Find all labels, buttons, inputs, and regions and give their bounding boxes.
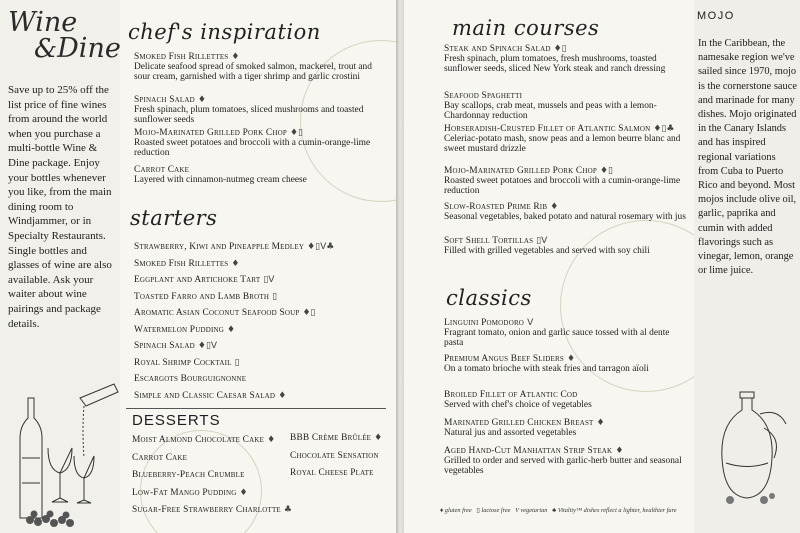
dietary-icons: ♦▯♣: [653, 124, 675, 134]
menu-item-description: Bay scallops, crab meat, mussels and peas with a lemon-Chardonnay reduction: [444, 101, 657, 122]
dietary-icons: ♦: [550, 202, 559, 212]
legend-vitality: Vitality™ dishes reflect a lighter, healthier fare: [557, 507, 677, 514]
menu-item-name: Broiled Fillet of Atlantic Cod: [444, 390, 578, 400]
menu-item-name: Blueberry-Peach Crumble: [132, 470, 245, 480]
menu-item: [290, 468, 396, 478]
menu-item-name: Moist Almond Chocolate Cake: [132, 435, 265, 445]
menu-item-name: Seafood Spaghetti: [444, 91, 523, 101]
menu-item-description: Filled with grilled vegetables and served with soy chili: [444, 246, 650, 257]
menu-item-name: Mojo-Marinated Grilled Pork Chop: [134, 128, 287, 138]
starters-heading: starters: [130, 206, 218, 230]
menu-item: [134, 52, 384, 83]
menu-item-description: Delicate seafood spread of smoked salmon, mackerel, trout and sour cream, garnished with a tiger shrimp and garlic crostini: [134, 62, 372, 83]
dietary-icons: ♦: [239, 487, 248, 498]
menu-item: [444, 236, 690, 256]
dietary-icons: ♦▯V: [197, 341, 218, 351]
menu-item: [444, 418, 690, 438]
menu-item-name: Mojo-Marinated Grilled Pork Chop: [444, 166, 597, 176]
menu-item: [444, 44, 690, 75]
menu-item: [444, 354, 690, 374]
mojo-text: In the Caribbean, the namesake region we've sailed since 1970, mojo is the cornerstone sauce and marinade for many dishes. Mojo originated in the Canary Islands and has inspired regional variations from Cuba to Puerto Rico and beyond. Most mojos include olive oil, garlic, paprika and cumin with added flavorings such as vinegar, lemon, orange or lime juice.: [698, 38, 797, 277]
menu-item-name: Sugar-Free Strawberry Charlotte: [132, 505, 281, 515]
dietary-icons: ♦: [615, 446, 624, 456]
menu-item: [132, 488, 292, 498]
chefs-inspiration-heading: chef's inspiration: [128, 20, 321, 44]
dietary-icons: ♦▯: [599, 166, 613, 176]
dietary-icons: ♦: [267, 435, 276, 445]
dietary-icons: ▯: [272, 291, 278, 302]
oil-bottle-illustration: [712, 388, 792, 508]
menu-item-description: Celeriac-potato mash, snow peas and a lemon beurre blanc and sweet mustard drizzle: [444, 134, 681, 155]
menu-item-name: Linguini Pomodoro: [444, 318, 525, 328]
dietary-icons: ♦▯: [289, 128, 303, 138]
mojo-heading: MOJO: [697, 10, 735, 22]
menu-item-description: Roasted sweet potatoes and broccoli with a cumin-orange-lime reduction: [444, 176, 681, 197]
dietary-icons: ♦: [566, 354, 576, 364]
menu-item-name: Steak and Spinach Salad: [444, 44, 551, 54]
menu-item: [444, 446, 690, 477]
menu-item-description: On a tomato brioche with steak fries and tarragon aïoli: [444, 364, 649, 375]
brand-line1: Wine: [8, 7, 78, 38]
menu-item-name: Simple and Classic Caesar Salad: [134, 390, 276, 401]
main-courses-heading: main courses: [452, 16, 600, 40]
menu-item: [132, 505, 292, 515]
classics-heading: classics: [446, 286, 532, 310]
menu-item-description: Fragrant tomato, onion and garlic sauce tossed with al dente pasta: [444, 328, 670, 349]
dietary-icons: V: [527, 318, 534, 328]
menu-item: [134, 165, 384, 185]
wine-dine-sidebar: [0, 0, 120, 533]
menu-item: [132, 453, 292, 463]
legend-lactose: lactose free: [481, 507, 511, 514]
menu-item-name: Soft Shell Tortillas: [444, 236, 534, 246]
menu-item: [444, 91, 690, 122]
menu-item-description: Served with chef's choice of vegetables: [444, 400, 592, 411]
menu-item-name: Chocolate Sensation: [290, 450, 379, 461]
menu-item-description: Natural jus and assorted vegetables: [444, 428, 577, 439]
dietary-icons: ♣: [283, 505, 292, 515]
lactose-free-icon: ▯: [476, 507, 482, 514]
menu-item: [132, 435, 292, 445]
vitality-icon: ♣: [552, 507, 558, 514]
menu-item: [134, 391, 384, 401]
dietary-icons: ♦: [596, 418, 605, 428]
dietary-icons: ♦: [278, 390, 287, 401]
menu-item-name: Eggplant and Artichoke Tart: [134, 275, 261, 285]
menu-item: [134, 275, 384, 285]
menu-item: [134, 325, 384, 335]
menu-item: [132, 470, 292, 480]
menu-item: [134, 358, 384, 368]
dietary-icons: ♦: [231, 52, 240, 62]
menu-item-name: Aged Hand-Cut Manhattan Strip Steak: [444, 446, 613, 456]
brand-amp: &: [34, 34, 58, 64]
dietary-icons: ♦: [374, 433, 383, 443]
menu-item-name: Escargots Bourguignonne: [134, 374, 247, 384]
dietary-icons: ♦: [197, 95, 206, 105]
menu-item-name: Smoked Fish Rillettes: [134, 258, 229, 269]
wine-dine-logo: [8, 7, 121, 64]
menu-item-description: Fresh spinach, plum tomatoes, sliced mushrooms and toasted sunflower seeds: [134, 105, 364, 126]
menu-item-name: Smoked Fish Rillettes: [134, 52, 229, 62]
wine-bottle-illustration: [10, 378, 122, 528]
legend-veg: vegetarian: [520, 507, 548, 514]
dietary-icons: ▯: [234, 357, 240, 368]
menu-item-name: Spinach Salad: [134, 95, 195, 105]
menu-item-name: Watermelon Pudding: [134, 324, 224, 335]
dietary-icons: ♦▯V♣: [307, 242, 335, 252]
menu-item: [134, 95, 384, 126]
menu-item-name: BBB Crème Brûlée: [290, 433, 372, 443]
menu-item-description: Fresh spinach, plum tomatoes, fresh mushrooms, toasted sunflower seeds, sliced New York steak and ranch dressing: [444, 54, 666, 75]
menu-item-name: Marinated Grilled Chicken Breast: [444, 418, 594, 428]
menu-item-description: Roasted sweet potatoes and broccoli with a cumin-orange-lime reduction: [134, 138, 371, 159]
section-divider: [126, 408, 386, 409]
vegetarian-icon: V: [515, 507, 521, 514]
menu-item-name: Royal Shrimp Cocktail: [134, 357, 232, 368]
menu-item: [134, 374, 384, 384]
menu-item-description: Seasonal vegetables, baked potato and natural rosemary with jus: [444, 212, 686, 223]
left-page: [0, 0, 398, 533]
menu-item: [444, 166, 690, 197]
menu-item-name: Spinach Salad: [134, 341, 195, 351]
menu-item-name: Horseradish-Crusted Fillet of Atlantic Salmon: [444, 124, 651, 134]
gluten-free-icon: ♦: [440, 507, 445, 514]
dietary-icons: ♦: [231, 258, 240, 269]
dietary-icons: ▯V: [263, 275, 275, 285]
menu-item: [134, 242, 384, 252]
menu-item: [134, 341, 384, 351]
decorative-swirl: [140, 430, 262, 533]
menu-item: [290, 433, 396, 443]
desserts-heading: DESSERTS: [132, 412, 221, 429]
menu-item-name: Toasted Farro and Lamb Broth: [134, 291, 270, 302]
menu-item-name: Aromatic Asian Coconut Seafood Soup: [134, 308, 300, 318]
menu-item: [134, 128, 384, 159]
menu-item: [134, 308, 384, 318]
menu-item-name: Carrot Cake: [134, 165, 190, 175]
menu-item: [290, 451, 396, 461]
menu-item: [444, 124, 690, 155]
legend-gluten: gluten free: [444, 507, 472, 514]
menu-item: [134, 259, 384, 269]
menu-item-name: Strawberry, Kiwi and Pineapple Medley: [134, 242, 305, 252]
menu-item-description: Layered with cinnamon-nutmeg cream cheese: [134, 175, 307, 186]
brand-line2: Dine: [57, 33, 121, 64]
menu-item: [444, 202, 690, 222]
menu-item-name: Low-Fat Mango Pudding: [132, 487, 237, 498]
dietary-icons: ♦▯: [553, 44, 567, 54]
menu-item-name: Slow-Roasted Prime Rib: [444, 202, 548, 212]
menu-item: [444, 390, 690, 410]
menu-item-description: Grilled to order and served with garlic-herb butter and seasonal vegetables: [444, 456, 682, 477]
dietary-icons: ▯V: [536, 236, 548, 246]
menu-item-name: Carrot Cake: [132, 452, 188, 463]
menu-item-name: Royal Cheese Plate: [290, 468, 374, 478]
wine-promo-text: Save up to 25% off the list price of fine wines from around the world when you purchase a multi-bottle Wine & Dine package. Enjoy your bottles whenever you like, from the main dining room to Windjammer, or in Specialty Restaurants. Single bottles and glasses of wine are also available. Ask your waiter about wine pairings and package details.: [8, 84, 112, 330]
dietary-legend: [440, 507, 677, 514]
menu-item-name: Premium Angus Beef Sliders: [444, 354, 564, 364]
menu-item: [134, 292, 384, 302]
dietary-icons: ♦: [227, 324, 236, 335]
menu-item: [444, 318, 690, 349]
dietary-icons: ♦▯: [302, 308, 316, 318]
